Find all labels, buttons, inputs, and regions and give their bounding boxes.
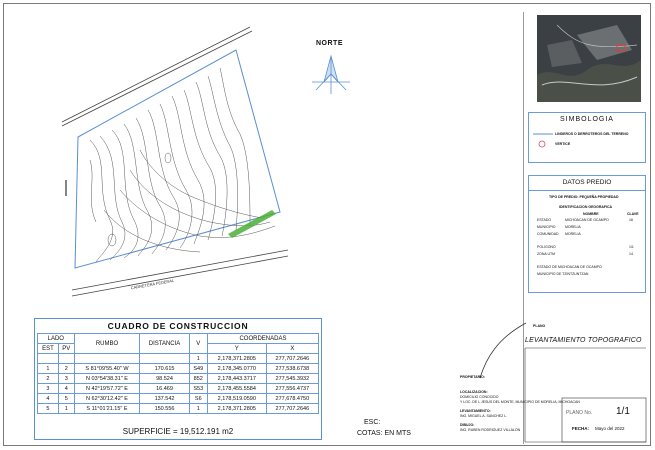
propietario-label: PROPIETARIO: [460,375,486,379]
simbologia-item-vertex: VERTICE [555,142,571,146]
fecha-value: Mayo del 2022 [595,426,625,431]
datos-predio-box [528,175,646,293]
table-cell: 4 [58,384,74,394]
table-cell: N 42°19'57.72" E [74,384,140,394]
table-cell: S53 [189,384,207,394]
table-cell: 2 [38,374,59,384]
north-label: NORTE [316,40,343,47]
parcel-boundary [75,50,280,268]
tipo-predio: TIPO DE PREDIO: PEQUEÑA PROPIEDAD [549,195,619,199]
estado-clave: 16 [629,218,633,222]
table-cell: 277,538.6738 [266,364,318,374]
poligono-value: 1/1 [629,245,634,249]
table-cell: S6 [189,394,207,404]
table-cell: 2,178,371.2805 [207,354,266,364]
table-cell: 1 [38,364,59,374]
construction-table [34,318,322,440]
table-row [38,384,319,394]
simbologia-title: SIMBOLOGIA [560,116,614,123]
construction-table-title: CUADRO DE CONSTRUCCION [107,321,249,331]
table-cell: 2,178,345.0770 [207,364,266,374]
plano-number-label: PLANO No. [566,410,593,416]
col-nombre: NOMBRE [583,212,599,216]
levantamiento-title: LEVANTAMIENTO TOPOGRAFICO [525,337,642,344]
zona-value: 14 [629,252,633,256]
north-arrow-icon [312,56,350,94]
table-row [38,364,319,374]
table-row [38,354,319,364]
levantamiento-line: ING. MIGUEL A. SANCHEZ L. [460,414,508,418]
contour-lines [90,68,275,262]
table-cell: 852 [189,374,207,384]
scale-label: ESC: [364,419,381,426]
table-cell: N 62°30'12.42" E [74,394,140,404]
estado-line: ESTADO DE MICHOACAN DE OCAMPO [537,265,602,269]
boundary-line-icon [533,132,553,136]
table-cell: 2 [58,364,74,374]
table-cell: 277,678.4750 [266,394,318,404]
table-cell: 4 [38,394,59,404]
col-rumbo: RUMBO [74,334,140,354]
satellite-map-image [537,15,641,102]
superficie-total: SUPERFICIE = 19,512.191 m2 [122,427,234,436]
zona-key: ZONA UTM [537,252,556,256]
col-x: X [266,344,318,354]
table-cell: 277,707.2646 [266,404,318,414]
table-cell: 2,178,443.3717 [207,374,266,384]
table-cell: 277,556.4737 [266,384,318,394]
table-cell: S49 [189,364,207,374]
simbologia-box [528,112,646,163]
comunidad-value: MORELIA [565,232,581,236]
table-cell: S 11°01'21.15" E [74,404,140,414]
table-cell: 277,545.3932 [266,374,318,384]
table-row [38,394,319,404]
table-cell: 16.469 [140,384,189,394]
location-map [537,15,641,102]
plano-small-label: PLANO [533,324,546,328]
datos-predio-title: DATOS PREDIO [529,176,645,191]
municipio-line: MUNICIPIO DE TZINTZUNTZAN [537,272,589,276]
comunidad-key: COMUNIDAD [537,232,559,236]
levantamiento-label: LEVANTAMIENTO: [460,409,491,413]
col-clave: CLAVE [627,212,639,216]
table-cell: 5 [58,394,74,404]
col-v: V [189,334,207,354]
construction-grid [37,333,319,414]
col-pv: PV [58,344,74,354]
table-cell: 3 [38,384,59,394]
table-cell: 2,178,455.5584 [207,384,266,394]
table-cell: 5 [38,404,59,414]
table-cell: 1 [189,354,207,364]
table-cell: 1 [189,404,207,414]
table-cell: 150.556 [140,404,189,414]
poligono-key: POLIGONO [537,245,556,249]
cotas-label: COTAS: EN MTS [357,430,411,437]
estado-key: ESTADO [537,218,552,222]
table-cell [38,354,59,364]
localizacion-label: LOCALIZACION: [460,390,488,394]
table-cell: 137.542 [140,394,189,404]
estado-value: MICHOACAN DE OCAMPO [565,218,609,222]
vertex-icon [538,140,546,148]
table-cell: 170.615 [140,364,189,374]
table-cell [58,354,74,364]
localizacion-line2: Y LOC. DE L JESUS DEL MONTE, MUNICIPIO DE MORELIA, MICHOACAN [460,400,580,404]
fecha-label: FECHA: [572,426,589,431]
table-cell: N 03°54'38.31" E [74,374,140,384]
table-cell: 277,707.2646 [266,354,318,364]
col-lado: LADO [38,334,75,344]
table-row [38,404,319,414]
table-cell: 2,178,371.2805 [207,404,266,414]
dibujo-line: ING. RUBEN RODRIGUEZ VILLALON [460,428,521,432]
table-cell: S 81°09'55.40" W [74,364,140,374]
identificacion-geografica: IDENTIFICACION GEOGRAFICA [559,205,613,209]
simbologia-item-boundary: LINDEROS O DERROTEROS DEL TERRENO [555,132,629,136]
col-coordenadas: COORDENADAS [207,334,318,344]
municipio-value: MORELIA [565,225,581,229]
localizacion-line1: DOMICILIO CONOCIDO [460,395,499,399]
road-lines [62,27,288,296]
table-cell [74,354,140,364]
col-y: Y [207,344,266,354]
table-cell [140,354,189,364]
municipio-key: MUNICIPIO [537,225,556,229]
plano-number-value: 1/1 [616,406,630,417]
road-label: CARRETERA FEDERAL [130,277,175,291]
table-row [38,374,319,384]
table-cell: 2,178,519.0590 [207,394,266,404]
table-cell: 1 [58,404,74,414]
table-cell: 3 [58,374,74,384]
col-est: EST [38,344,59,354]
col-distancia: DISTANCIA [140,334,189,354]
table-cell: 98.524 [140,374,189,384]
dibujo-label: DIBUJO: [460,423,475,427]
